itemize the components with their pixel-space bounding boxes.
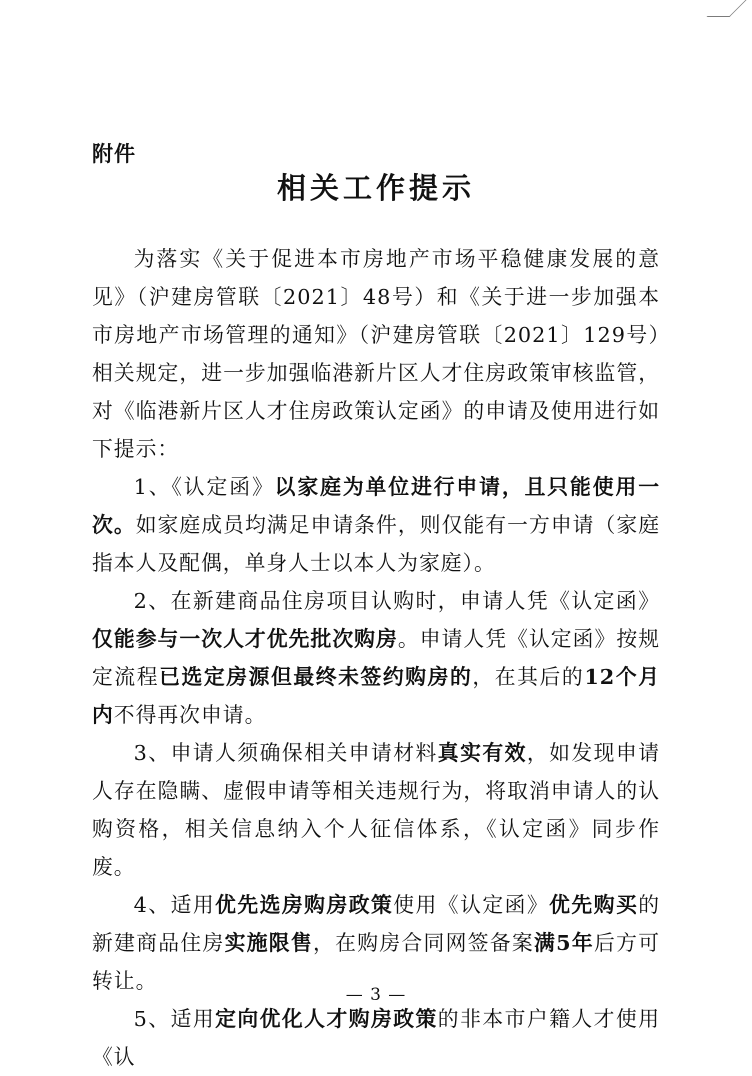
emphasis-text: 实施限售 — [224, 930, 314, 955]
emphasis-text: 优先选房购房政策 — [215, 892, 394, 917]
paragraph-segment: 的新建商品住房 — [92, 893, 661, 955]
paragraph-segment: ，如发现申请人存在隐瞒、虚假申请等相关违规行为，将取消申请人的认购资格，相关信息纳入个人征信体系，《认定函》同步作废。 — [92, 741, 661, 879]
paragraph-segment: 为落实《关于促进本市房地产市场平稳健康发展的意见》（沪建房管联〔2021〕48号）和《关于进一步加强本市房地产市场管理的通知》（沪建房管联〔2021〕129号）相关规定，进一步加强临港新片区人才住房政策审核监管，对《临港新片区人才住房政策认定函》的申请及使用进行如下提示： — [92, 247, 660, 461]
paragraph-item-5 — [92, 1000, 660, 1076]
paragraph-segment: ，在其后的 — [472, 665, 585, 689]
emphasis-text: 满5年 — [534, 930, 595, 955]
emphasis-text: 以家庭为单位进行申请，且只能使用一次。 — [92, 474, 660, 537]
paragraph-item-3 — [92, 734, 660, 886]
paragraph-segment: 4、适用 — [133, 893, 216, 917]
paragraph-segment: ，在购房合同网签备案 — [313, 931, 535, 955]
document-body — [92, 240, 660, 1076]
emphasis-text: 优先购买 — [549, 892, 639, 917]
emphasis-text: 真实有效 — [437, 740, 527, 765]
document-title: 相关工作提示 — [276, 171, 475, 205]
page-number: — 3 — — [345, 985, 407, 1005]
emphasis-text: 定向优化人才购房政策 — [215, 1006, 438, 1031]
paragraph-item-4 — [92, 886, 660, 1000]
paragraph-segment: 。申请人凭《认定函》按规定流程 — [92, 627, 661, 689]
paragraph-segment: 不得再次申请。 — [113, 703, 267, 727]
attachment-label: 附件 — [92, 142, 136, 166]
corner-fold-mark — [707, 0, 747, 17]
paragraph-segment: 3、申请人须确保相关申请材料 — [133, 741, 438, 765]
paragraph-segment: 后方可转让。 — [92, 931, 661, 993]
paragraph-segment: 的非本市户籍人才使用《认 — [92, 1007, 661, 1069]
emphasis-text: 已选定房源但最终未签约购房的 — [159, 664, 473, 689]
paragraph-segment: 使用《认定函》 — [393, 893, 550, 917]
emphasis-text: 12个月内 — [92, 664, 661, 727]
paragraph-item-1 — [92, 468, 660, 582]
paragraph-segment: 2、在新建商品住房项目认购时，申请人凭《认定函》 — [133, 589, 660, 613]
paragraph-segment: 如家庭成员均满足申请条件，则仅能有一方申请（家庭指本人及配偶，单身人士以本人为家庭）。 — [92, 513, 661, 575]
paragraph-segment: 5、适用 — [133, 1007, 216, 1031]
paragraph-item-2 — [92, 582, 660, 734]
emphasis-text: 仅能参与一次人才优先批次购房 — [92, 626, 398, 651]
paragraph-intro — [92, 240, 660, 468]
paragraph-segment: 1、《认定函》 — [133, 475, 275, 499]
